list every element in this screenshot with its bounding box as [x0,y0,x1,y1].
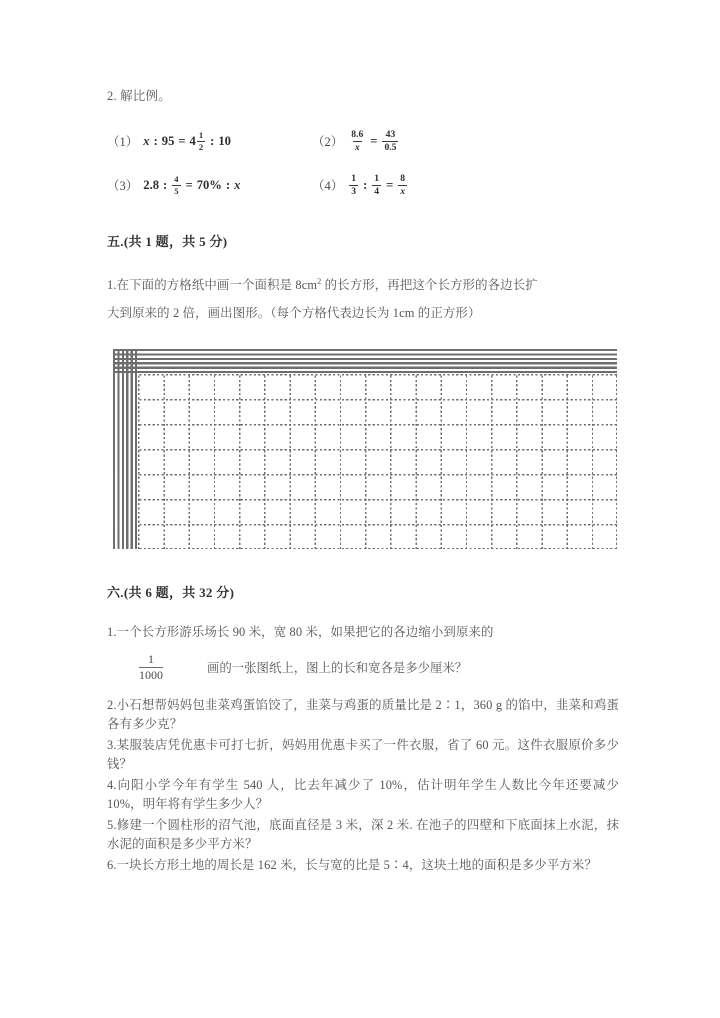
equation-3-left-decimal: 2.8 [143,177,160,192]
scale-fraction-denominator: 1000 [139,667,163,682]
grid-paper-wrapper [113,349,619,549]
section-six-problem-1-number: 1. [107,625,117,640]
section-six-problem-3-number: 3. [107,737,117,752]
section-six-problem-1-line1: 一个长方形游乐场长 90 米，宽 80 米，如果把它的各边缩小到原来的 [116,625,494,640]
equation-2-number: （2） [312,135,344,149]
section-six-problem-4 [107,776,619,815]
section-five-problem-1-text-b: 的长方形，再把这个长方形的各边长扩 [321,278,538,293]
section-five-problem-1 [107,272,619,296]
equation-2-left-fraction: $\frac{8.6}{x}$ [351,128,364,153]
section-five-problem-1-line2: 大到原来的 2 倍，画出图形。（每个方格代表边长为 1cm 的正方形） [107,305,481,320]
section-six-heading: 六.(共 6 题，共 32 分) [107,585,235,601]
section-six-problem-4-text: 向阳小学今年有学生 540 人，比去年减少了 10%，估计明年学生人数比今年还要减少 10%，明年将有学生多少人？ [107,777,619,812]
equation-1-left-num: 95 [161,133,175,148]
equation-grid [107,128,619,198]
equation-2 [312,128,619,154]
section-six-problem-6 [107,856,619,876]
solve-proportion-heading: 2. 解比例。 [107,89,171,103]
section-six-problem-3 [107,736,619,775]
equation-3-number: （3） [107,179,139,193]
page-content [107,86,619,875]
section-six-problem-6-number: 6. [107,857,117,872]
equation-2-body: $\frac{8.6}{x}$ = $\frac{43}{0.5}$ [351,128,397,153]
section-six-problem-5-number: 5. [107,817,117,832]
section-six-problem-6-text: 一块长方形土地的周长是 162 米，长与宽的比是 5∶4，这块土地的面积是多少平方米？ [116,857,597,872]
grid-right-edge [616,349,617,549]
equation-4-fraction-c: $\frac{8}{x}$ [400,172,406,197]
section-six-problem-2 [107,696,619,735]
section-six-problem-5-text: 修建一个圆柱形的沼气池，底面直径是 3 米，深 2 米. 在池子的四壁和下底面抹上水泥，抹水泥的面积是多少平方米？ [107,817,619,852]
scale-fraction [131,653,171,682]
equation-1-mixed-fraction: $\frac{1}{2}$ [198,129,204,152]
square-grid-paper[interactable] [113,349,617,549]
equation-3-body: 2.8 : $\frac{4}{5}$ = 70% : x [143,173,241,196]
section-five-problem-1-number: 1. [107,278,117,293]
equation-4-number: （4） [312,179,344,193]
section-six-problem-1 [107,623,619,643]
section-six-problem-5 [107,816,619,855]
equation-1-number: （1） [107,135,139,149]
equation-4-fraction-b: $\frac{1}{4}$ [374,172,380,197]
section-six-problem-4-number: 4. [107,777,117,792]
grid-bottom-edge [113,548,617,549]
equation-2-right-fraction: $\frac{43}{0.5}$ [384,128,397,153]
section-six-problem-1-line2: 画的一张图纸上，图上的长和宽各是多少厘米？ [207,661,468,676]
equation-3-left-fraction: $\frac{4}{5}$ [174,173,179,196]
section-six-problem-2-text: 小石想帮妈妈包韭菜鸡蛋馅饺了，韭菜与鸡蛋的质量比是 2∶1，360 g 的馅中，韭菜和鸡蛋各有多少克？ [107,697,619,732]
equation-4-body: $\frac{1}{3}$ : $\frac{1}{4}$ = $\frac{8}{x}$ [351,172,406,197]
equation-4 [312,172,619,198]
equation-1 [107,128,312,154]
equation-1-mixed-whole: 4 [189,133,196,148]
section-six-problem-3-text: 某服装店凭优惠卡可打七折，妈妈用优惠卡买了一件衣服，省了 60 元。这件衣服原价多少钱？ [107,737,619,772]
section-six-problem-2-number: 2. [107,697,117,712]
equation-1-left-var: x [143,133,150,148]
section-six-problem-1-fraction-line [131,653,619,682]
equation-3-percent: 70% [196,177,222,192]
section-five-heading: 五.(共 1 题，共 5 分) [107,234,228,249]
square-unit-superscript: 2 [317,277,322,286]
scale-fraction-numerator: 1 [148,651,154,666]
equation-1-body: x : 95 = 4 $\frac{1}{2}$ : 10 [143,129,231,152]
equation-3-right-var: x [234,177,241,192]
section-five-problem-1-text-a: 在下面的方格纸中画一个面积是 8cm [116,278,318,293]
equation-3 [107,172,312,198]
equation-4-fraction-a: $\frac{1}{3}$ [351,172,357,197]
equation-1-right-num: 10 [218,133,231,148]
